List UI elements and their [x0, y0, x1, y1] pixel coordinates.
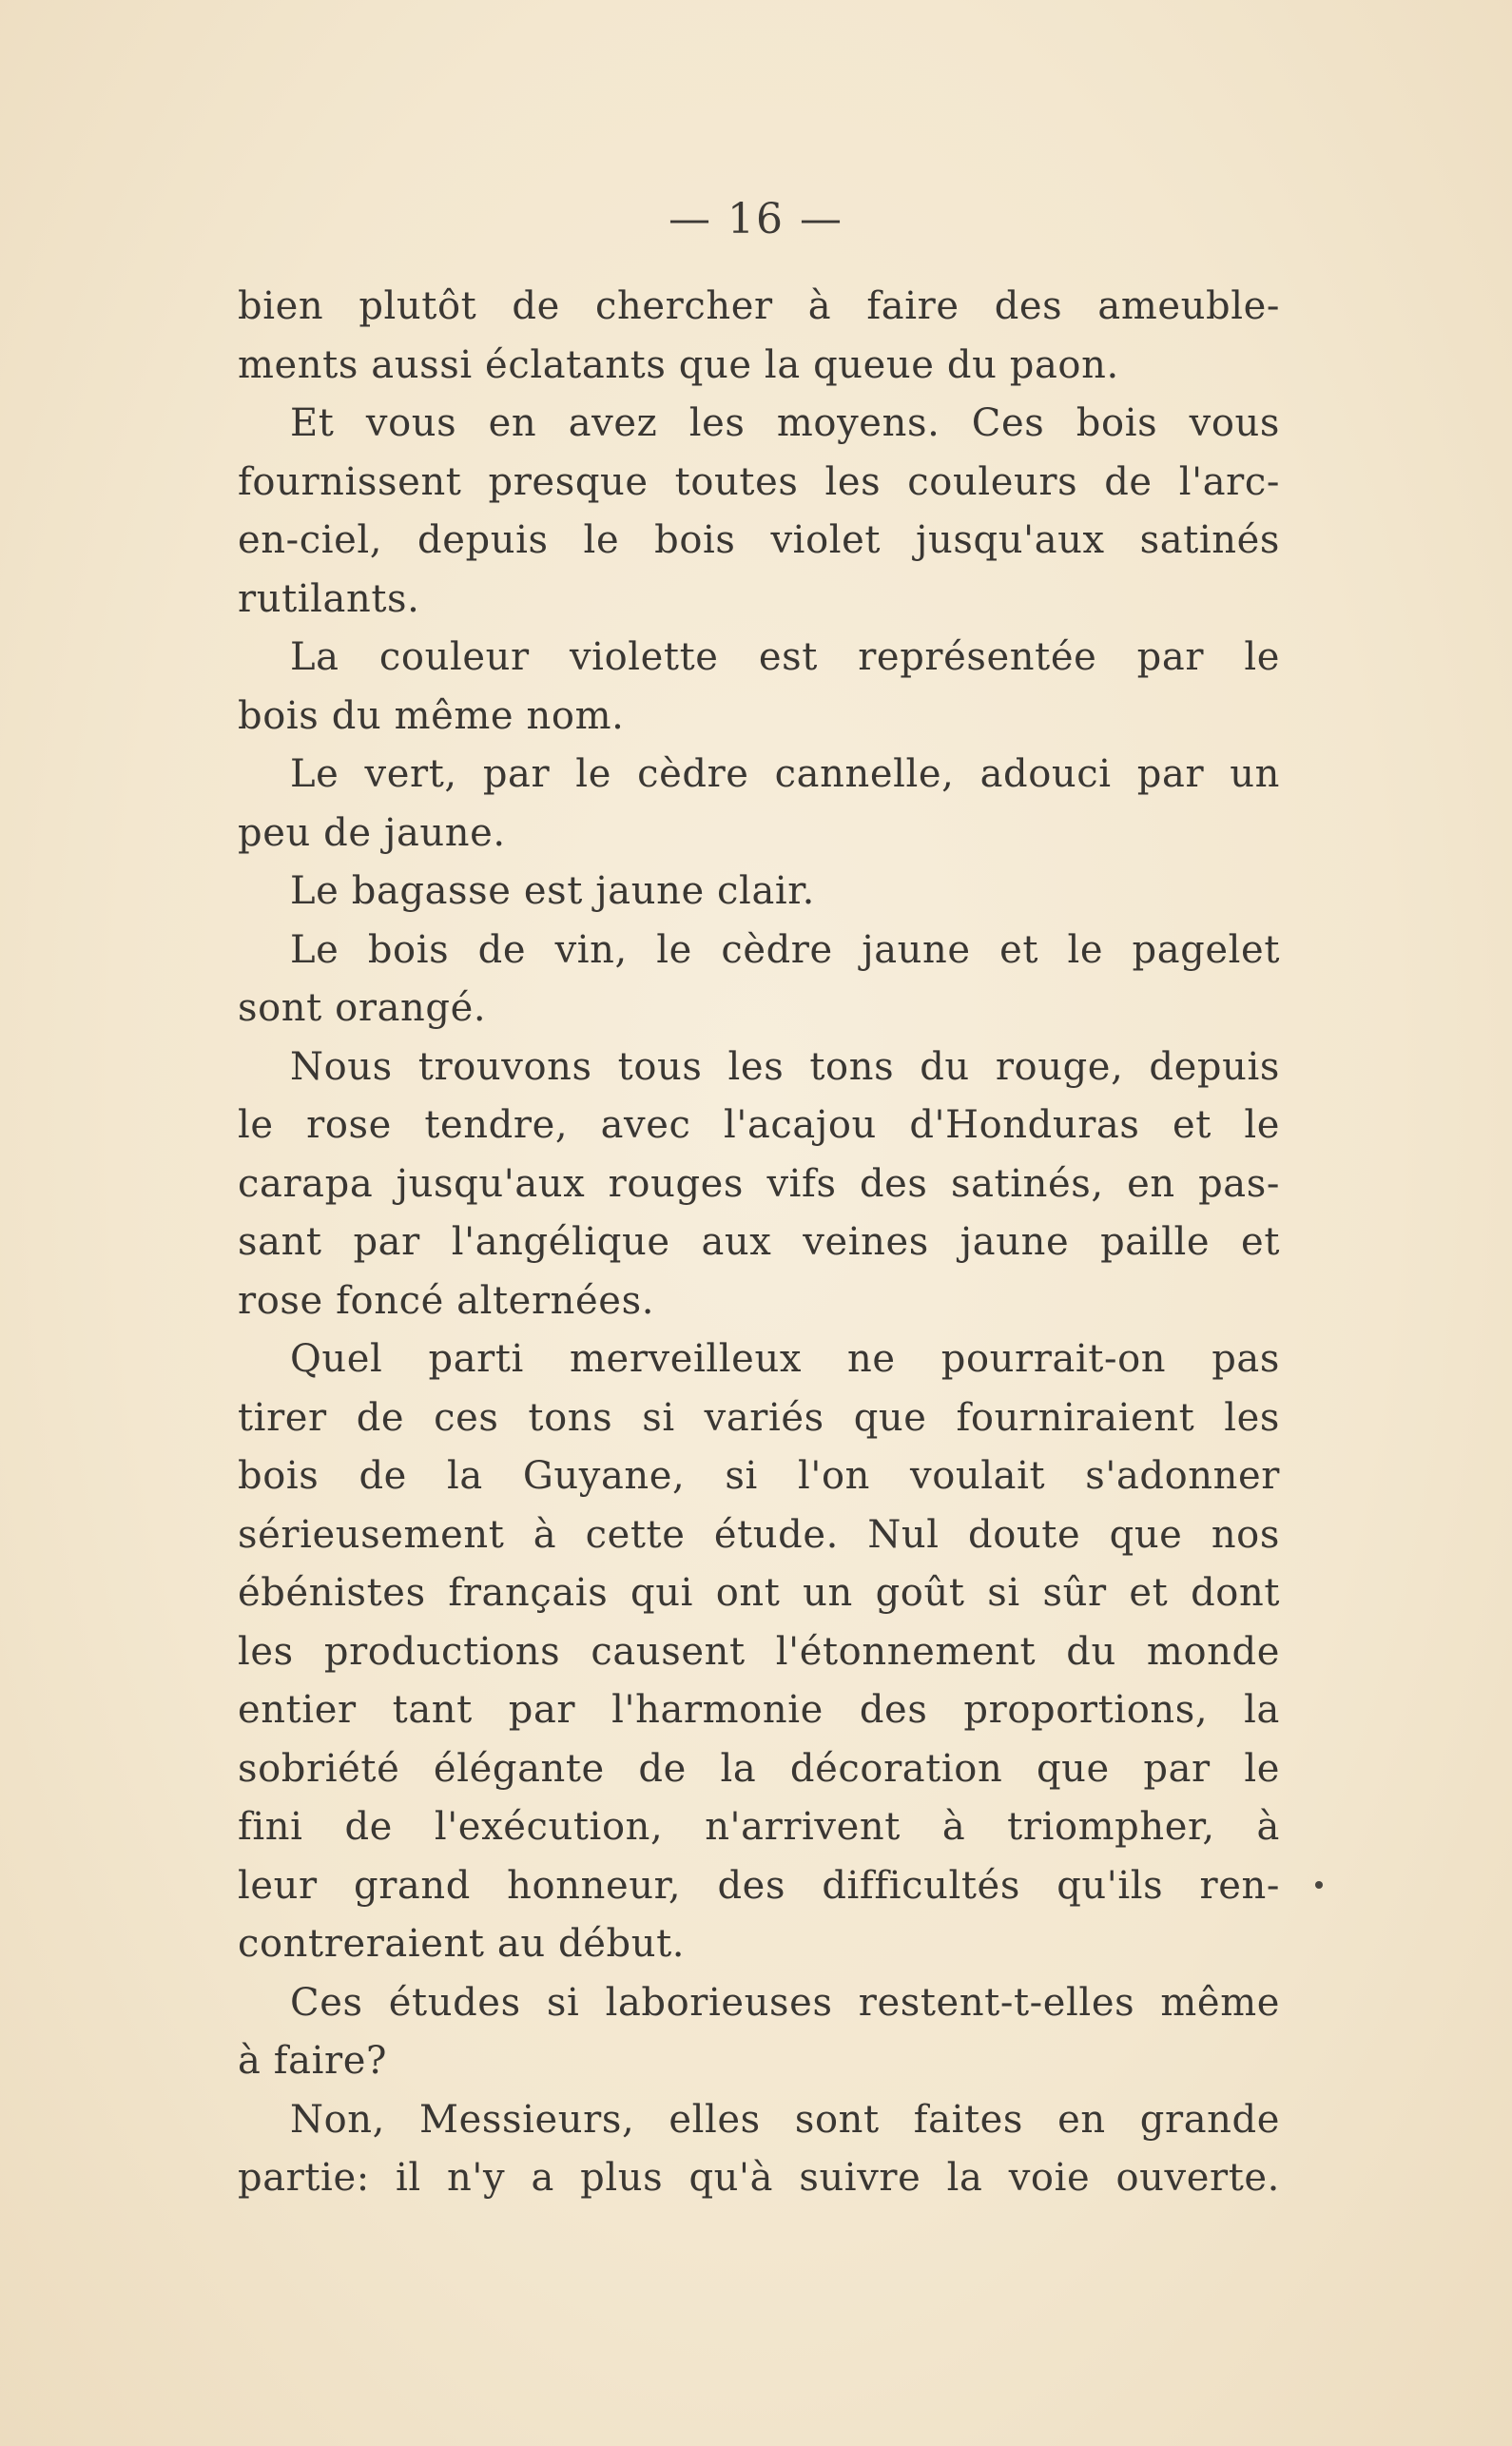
text-line: partie: il n'y a plus qu'à suivre la voie ouverte. [238, 2156, 1280, 2200]
text-line: Le bois de vin, le cèdre jaune et le pagelet [290, 927, 1280, 972]
text-line: sont orangé. [238, 986, 487, 1030]
text-line: bois du même nom. [238, 693, 625, 738]
text-line: Nous trouvons tous les tons du rouge, depuis [290, 1044, 1280, 1089]
text-line: fournissent presque toutes les couleurs de l'arc- [238, 459, 1280, 504]
text-line: Et vous en avez les moyens. Ces bois vous [290, 401, 1280, 445]
text-line: tirer de ces tons si variés que fourniraient les [238, 1395, 1280, 1440]
text-line: en-ciel, depuis le bois violet jusqu'aux satinés [238, 518, 1280, 562]
text-line: entier tant par l'harmonie des proportions, la [238, 1688, 1280, 1732]
text-line: ments aussi éclatants que la queue du paon. [238, 342, 1119, 387]
text-line: fini de l'exécution, n'arrivent à triompher, à [238, 1805, 1280, 1849]
text-line: les productions causent l'étonnement du monde [238, 1629, 1280, 1674]
text-line: Le bagasse est jaune clair. [290, 869, 815, 913]
page-number: — 16 — [669, 195, 843, 243]
text-line: sérieusement à cette étude. Nul doute que nos [238, 1512, 1280, 1557]
text-line: Le vert, par le cèdre cannelle, adouci par un [290, 752, 1280, 796]
text-line: bien plutôt de chercher à faire des ameuble- [238, 284, 1280, 328]
text-line: le rose tendre, avec l'acajou d'Honduras et le [238, 1103, 1280, 1147]
text-line: peu de jaune. [238, 810, 506, 855]
text-line: La couleur violette est représentée par le [290, 635, 1280, 679]
text-line: ébénistes français qui ont un goût si sûr et dont [238, 1571, 1280, 1615]
text-line: leur grand honneur, des difficultés qu'ils ren- [238, 1863, 1280, 1908]
margin-mark [1315, 1881, 1323, 1889]
text-line: bois de la Guyane, si l'on voulait s'adonner [238, 1454, 1280, 1498]
text-line: contreraient au début. [238, 1922, 686, 1966]
text-line: Quel parti merveilleux ne pourrait-on pas [290, 1337, 1280, 1381]
text-line: à faire? [238, 2039, 388, 2083]
text-line: rutilants. [238, 576, 420, 621]
text-line: Ces études si laborieuses restent-t-elles même [290, 1980, 1280, 2025]
text-line: sant par l'angélique aux veines jaune paille et [238, 1220, 1280, 1264]
text-line: Non, Messieurs, elles sont faites en grande [290, 2097, 1280, 2142]
text-line: carapa jusqu'aux rouges vifs des satinés, en pas- [238, 1161, 1280, 1206]
body-text [238, 278, 1280, 2208]
text-line: rose foncé alternées. [238, 1278, 655, 1323]
text-line: sobriété élégante de la décoration que par le [238, 1746, 1280, 1791]
